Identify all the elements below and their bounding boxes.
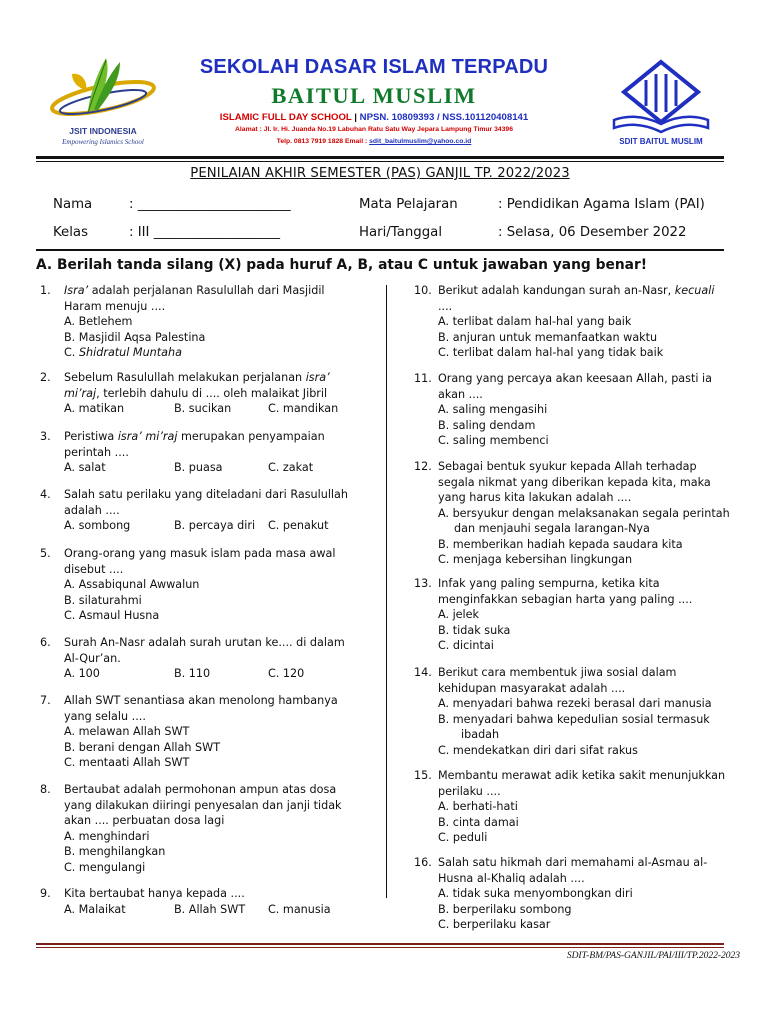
school-sub-name: BAITUL MUSLIM	[271, 83, 477, 108]
option-a[interactable]: A. Malaikat	[64, 902, 126, 916]
question-term: isra’ mi’raj	[117, 430, 178, 443]
header-divider-thin	[36, 161, 724, 162]
question-text: , terlebih dahulu di .... oleh malaikat Jibril	[96, 386, 328, 400]
question-text: Peristiwa	[64, 430, 118, 443]
question-text: Allah SWT senantiasa akan menolong hambanya	[64, 694, 338, 707]
question-text: Surah An-Nasr adalah surah urutan ke.... di dalam	[64, 636, 345, 649]
option-a[interactable]: A. melawan Allah SWT	[64, 725, 190, 738]
option-b[interactable]: B. menyadari bahwa kepedulian sosial termasuk	[438, 712, 710, 726]
option-c[interactable]: C. peduli	[438, 831, 488, 844]
question-text: ....	[438, 299, 453, 313]
option-c[interactable]: C. Asmaul Husna	[64, 609, 160, 622]
school-npsn: NPSN. 10809393 / NSS.101120408141	[359, 112, 529, 123]
footer-divider-thin	[36, 947, 724, 948]
question-number: 6.	[40, 636, 51, 649]
option-b-continued: ibadah	[461, 728, 500, 741]
question-number: 9.	[40, 887, 51, 900]
option-c[interactable]: C. mengulangi	[64, 860, 146, 874]
option-c[interactable]: C. saling membenci	[438, 434, 549, 447]
question-text: Orang-orang yang masuk islam pada masa awal	[64, 547, 336, 560]
question-text: Husna al-Khaliq adalah ....	[438, 871, 585, 885]
option-a[interactable]: A. menyadari bahwa rezeki berasal dari manusia	[438, 697, 712, 710]
question-text: merupakan penyampaian	[177, 430, 325, 443]
option-c[interactable]: C. 120	[268, 667, 305, 680]
option-a[interactable]: A. saling mengasihi	[438, 403, 548, 416]
header-divider	[36, 156, 724, 159]
option-c[interactable]: C. manusia	[268, 902, 331, 916]
question-term: kecuali	[674, 284, 715, 297]
option-a[interactable]: A. berhati-hati	[438, 800, 518, 813]
question-number: 3.	[40, 430, 51, 443]
question-term: Isra’	[64, 284, 89, 297]
option-text: Shidratul Muntaha	[78, 346, 182, 359]
question-number: 12.	[414, 460, 432, 473]
question-number: 13.	[414, 577, 432, 590]
option-b[interactable]: B. menghilangkan	[64, 845, 166, 858]
sdit-logo-caption: SDIT BAITUL MUSLIM	[619, 137, 703, 146]
school-tagline	[180, 112, 568, 123]
option-c[interactable]: C. dicintai	[438, 639, 494, 652]
question-number: 7.	[40, 694, 51, 707]
question-text: Al-Qur’an.	[64, 651, 121, 665]
nama-label: Nama	[53, 197, 93, 212]
kelas-field[interactable]: : III ___________________	[129, 225, 281, 240]
feather-logo-icon	[28, 52, 178, 126]
option-a[interactable]: A. tidak suka menyombongkan diri	[438, 887, 633, 900]
option-a[interactable]: A. Assabiqunal Awwalun	[64, 578, 200, 591]
option-b[interactable]: B. silaturahmi	[64, 593, 142, 607]
question-text: Sebelum Rasulullah melakukan perjalanan	[64, 371, 306, 384]
sdit-logo	[602, 58, 720, 150]
school-address: Alamat : Jl. Ir. Hi. Juanda No.19 Labuhan Ratu Satu Way Jepara Lampung Timur 34396	[235, 126, 513, 133]
option-a[interactable]: A. Betlehem	[64, 315, 133, 328]
option-b[interactable]: B. anjuran untuk memanfaatkan waktu	[438, 330, 658, 344]
option-letter: C.	[64, 346, 79, 359]
option-c[interactable]: C. mendekatkan diri dari sifat rakus	[438, 743, 638, 757]
question-term: mi’raj	[64, 386, 97, 400]
question-text: Berikut adalah kandungan surah an-Nasr,	[438, 284, 675, 297]
question-text: Sebagai bentuk syukur kepada Allah terhadap	[438, 460, 697, 473]
column-divider	[386, 285, 387, 898]
tag-separator: |	[351, 112, 360, 123]
kelas-label: Kelas	[53, 225, 89, 240]
book-logo-icon	[602, 58, 720, 136]
option-b[interactable]: B. saling dendam	[438, 418, 536, 432]
question-text: kehidupan masyarakat adalah ....	[438, 681, 626, 695]
question-text: Kita bertaubat hanya kepada ....	[64, 887, 245, 900]
question-text: adalah ....	[64, 503, 120, 517]
option-b[interactable]: B. percaya diri	[174, 519, 256, 532]
school-email-link[interactable]: sdit_baitulmuslim@yahoo.co.id	[369, 138, 472, 145]
option-b[interactable]: B. puasa	[174, 461, 223, 474]
question-number: 16.	[414, 856, 432, 869]
question-text: Bertaubat adalah permohonan ampun atas dosa	[64, 783, 337, 796]
question-number: 11.	[414, 372, 432, 385]
option-a[interactable]: A. menghindari	[64, 829, 150, 843]
question-text: segala nikmat yang diberikan kepada kita, maka	[438, 475, 711, 489]
question-number: 5.	[40, 547, 51, 560]
option-c[interactable]: C. mandikan	[268, 402, 339, 415]
hari-value: : Selasa, 06 Desember 2022	[498, 225, 687, 240]
question-text: akan .... perbuatan dosa lagi	[64, 814, 225, 827]
option-c[interactable]: C. menjaga kebersihan lingkungan	[438, 553, 633, 566]
option-c[interactable]: C. mentaati Allah SWT	[64, 756, 190, 769]
school-program: ISLAMIC FULL DAY SCHOOL	[219, 112, 352, 123]
option-a[interactable]: A. terlibat dalam hal-hal yang baik	[438, 315, 632, 328]
option-a[interactable]	[438, 506, 730, 522]
section-instruction: A. Berilah tanda silang (X) pada huruf A, B, atau C untuk jawaban yang benar!	[36, 257, 648, 273]
option-b[interactable]: B. sucikan	[174, 402, 232, 415]
school-phone: Telp. 0813 7919 1828 Email :	[276, 138, 370, 145]
hari-label: Hari/Tanggal	[359, 225, 443, 240]
question-text: yang harus kita lakukan adalah ....	[438, 491, 632, 504]
option-b[interactable]: B. berperilaku sombong	[438, 902, 572, 916]
question-text: akan ....	[438, 387, 483, 401]
option-a[interactable]: A. 100	[64, 667, 100, 680]
option-a[interactable]: A. sombong	[64, 519, 131, 532]
option-text: A. bersyukur dengan melaksanakan segala perintah	[438, 506, 730, 520]
question-text: menginfakkan sebagian harta yang paling ....	[438, 592, 693, 606]
question-term: isra’	[305, 371, 330, 384]
option-a-continued: dan menjauhi segala larangan-Nya	[454, 522, 650, 535]
question-text: yang dilakukan diiringi penyesalan dan janji tidak	[64, 798, 342, 812]
question-text: yang selalu ....	[64, 709, 146, 723]
option-b[interactable]: B. 110	[174, 667, 211, 680]
question-number: 1.	[40, 284, 51, 297]
question-text: Berikut cara membentuk jiwa sosial dalam	[438, 666, 677, 679]
question-text: perilaku ....	[438, 784, 501, 798]
option-c[interactable]	[64, 345, 325, 361]
school-contact	[180, 138, 568, 145]
jsit-logo-text: JSIT INDONESIA	[69, 126, 137, 136]
mapel-label: Mata Pelajaran	[359, 197, 458, 212]
question-text: Salah satu perilaku yang diteladani dari Rasulullah	[64, 488, 348, 501]
question-text: Haram menuju ....	[64, 299, 166, 313]
option-a[interactable]: A. jelek	[438, 608, 480, 621]
option-c[interactable]: C. zakat	[268, 461, 314, 474]
option-c[interactable]: C. berperilaku kasar	[438, 918, 551, 931]
option-b[interactable]: B. memberikan hadiah kepada saudara kita	[438, 537, 683, 551]
question-text: Membantu merawat adik ketika sakit menunjukkan	[438, 769, 726, 782]
jsit-logo-tagline: Empowering Islamics School	[62, 138, 144, 146]
option-b[interactable]: B. Allah SWT	[174, 902, 246, 916]
question-number: 15.	[414, 769, 432, 782]
question-number: 14.	[414, 666, 432, 679]
question-number: 10.	[414, 284, 432, 297]
question-text: disebut ....	[64, 562, 124, 576]
question-text: Salah satu hikmah dari memahami al-Asmau al-	[438, 856, 708, 869]
question-text: perintah ....	[64, 445, 129, 459]
option-b[interactable]: B. cinta damai	[438, 815, 519, 829]
exam-title: PENILAIAN AKHIR SEMESTER (PAS) GANJIL TP. 2022/2023	[190, 166, 570, 181]
document-code: SDIT-BM/PAS-GANJIL/PAI/III/TP.2022-2023	[566, 951, 740, 961]
question-text: Orang yang percaya akan keesaan Allah, pasti ia	[438, 372, 713, 385]
question-text: Infak yang paling sempurna, ketika kita	[438, 577, 660, 590]
info-divider	[36, 249, 724, 251]
jsit-logo	[28, 52, 178, 148]
option-c[interactable]: C. terlibat dalam hal-hal yang tidak baik	[438, 346, 664, 359]
nama-field[interactable]: : _______________________	[129, 197, 291, 212]
mapel-value: : Pendidikan Agama Islam (PAI)	[498, 197, 705, 212]
option-a[interactable]: A. salat	[64, 461, 106, 474]
option-b[interactable]: B. Masjidil Aqsa Palestina	[64, 330, 206, 344]
footer-divider	[36, 943, 724, 945]
question-number: 8.	[40, 783, 51, 796]
question-number: 4.	[40, 488, 51, 501]
option-b[interactable]: B. tidak suka	[438, 623, 511, 637]
question-number: 2.	[40, 371, 51, 384]
option-a[interactable]: A. matikan	[64, 402, 125, 415]
option-b[interactable]: B. berani dengan Allah SWT	[64, 740, 221, 754]
question-text: adalah perjalanan Rasulullah dari Masjidil	[88, 284, 325, 297]
option-c[interactable]: C. penakut	[268, 519, 329, 532]
school-name: SEKOLAH DASAR ISLAM TERPADU	[199, 56, 549, 78]
